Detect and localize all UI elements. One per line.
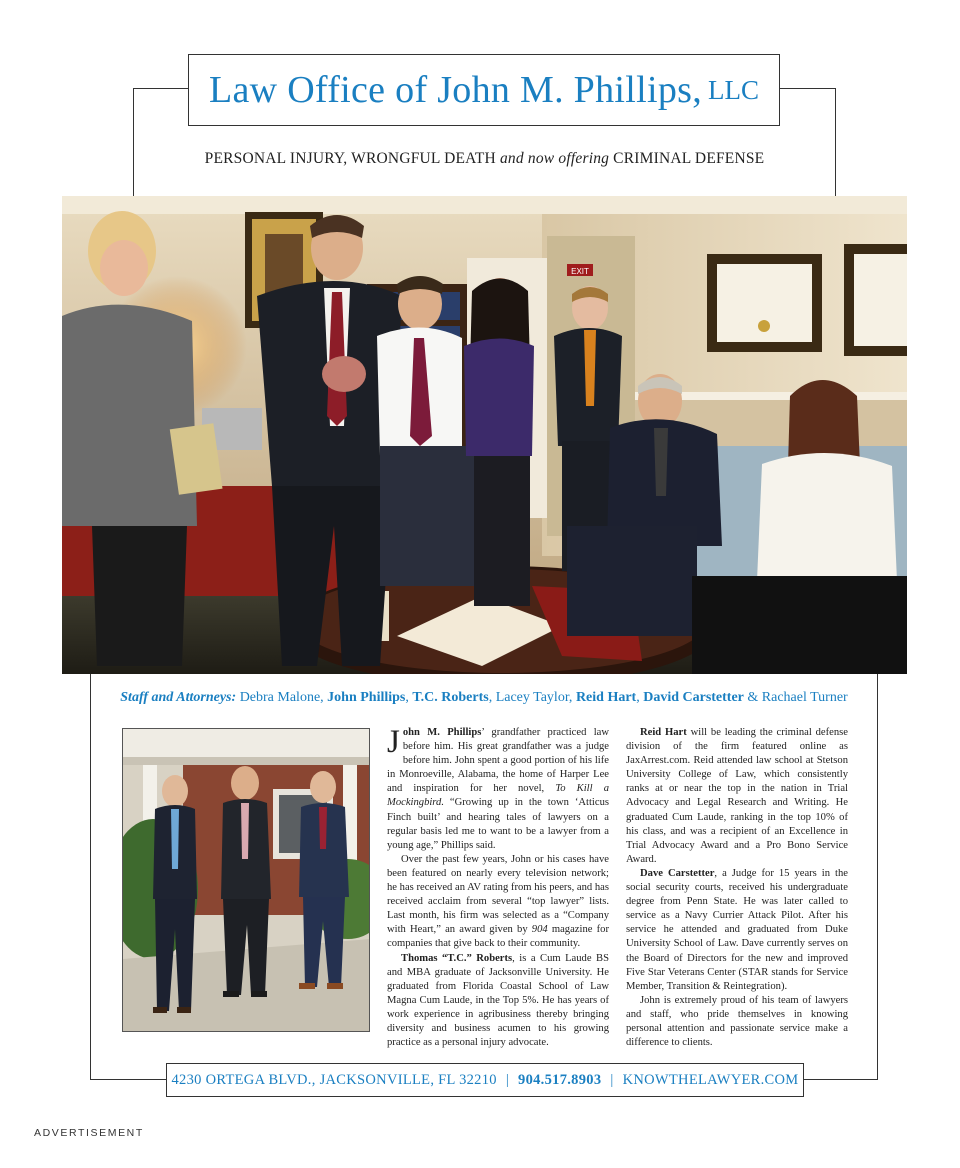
contact-separator: | <box>610 1071 614 1088</box>
article-book-title: To Kill a Mockingbird. <box>387 783 609 809</box>
website-link[interactable]: KNOWTHELAWYER.COM <box>622 1071 799 1088</box>
caption-name-debra: Debra Malone, <box>239 690 328 705</box>
caption-sep: , <box>636 690 644 705</box>
article-paragraph <box>387 952 609 1051</box>
staff-group-photo <box>62 196 907 674</box>
article-text: ’ grandfather practiced law before him. His great grandfather was a judge before him. John spent a good portion of his life in Monroeville, Alabama, the home of Harper Lee and inspiration for her novel, <box>387 727 609 795</box>
article-paragraph <box>626 867 848 994</box>
article-paragraph <box>387 853 609 952</box>
caption-name-david: David Carstetter <box>643 690 744 705</box>
drop-cap: J <box>387 724 400 760</box>
tagline-part-2: CRIMINAL DEFENSE <box>609 150 765 167</box>
article-paragraph <box>387 726 609 853</box>
advertisement-label: ADVERTISEMENT <box>34 1127 144 1139</box>
caption-lead: Staff and Attorneys <box>120 690 232 705</box>
article-name-john: ohn M. Phillips <box>402 727 482 738</box>
article-text: magazine for companies that give back to their community. <box>387 924 609 950</box>
caption-colon: : <box>231 690 240 705</box>
article-text: John is extremely proud of his team of lawyers and staff, who pride themselves in knowing personal attention and passionate service make a difference to clients. <box>626 994 848 1049</box>
article-name-reid: Reid Hart <box>640 727 687 738</box>
article-name-dave: Dave Carstetter <box>640 867 715 879</box>
caption-sep: , <box>405 690 413 705</box>
practice-tagline <box>134 150 835 168</box>
article-magazine-name: 904 <box>531 924 548 936</box>
article-text: will be leading the criminal defense division of the firm featured online as JaxArrest.com. Reid attended law school at Stetson University College of Law, which consistently ranks at or near the top in the nation in Trial Advocacy and Legal Research and Writing. He graduated Cum Laude, ranking in the top 10% of his class, and was a recipient of an Excellence in Trial Advocacy Award and a Pro Bono Service Award. <box>626 727 848 865</box>
article-column-1 <box>387 726 609 1050</box>
article-paragraph <box>626 994 848 1050</box>
caption-name-tc: T.C. Roberts <box>412 690 489 705</box>
firm-title-suffix: LLC <box>708 74 760 105</box>
phone-number[interactable]: 904.517.8903 <box>518 1071 602 1088</box>
tagline-part-1: PERSONAL INJURY, WRONGFUL DEATH <box>204 150 500 167</box>
caption-name-rachael: & Rachael Turner <box>743 690 848 705</box>
contact-bar <box>166 1063 804 1097</box>
attorneys-photo <box>122 728 370 1032</box>
caption-name-reid: Reid Hart <box>575 690 637 705</box>
article-text: , is a Cum Laude BS and MBA graduate of Jacksonville University. He graduated from Florida Coastal School of Law Magna Cum Laude, in the Top 5%. He has years of work experience in agribusiness thereby bringing diversity and business acumen to his growing practice as a personal injury advocate. <box>387 952 609 1049</box>
tagline-italic: and now offering <box>499 150 610 167</box>
article-text: Over the past few years, John or his cases have been featured on nearly every television network; he has received an AV rating from his peers, and has received acclaim from several “top lawyer” lists. Last month, his firm was selected as a “Company with Heart,” an award given by <box>387 853 609 936</box>
exit-sign: EXIT <box>571 267 589 276</box>
caption-name-lacey: , Lacey Taylor, <box>488 690 576 705</box>
caption-name-john: John Phillips <box>327 690 406 705</box>
contact-separator: | <box>505 1071 510 1088</box>
article-name-tc: Thomas “T.C.” Roberts <box>401 952 513 964</box>
article-paragraph <box>626 726 848 867</box>
article-column-2 <box>626 726 848 1050</box>
staff-caption <box>90 690 878 706</box>
article-text: , a Judge for 15 years in the social security courts, received his undergraduate degree from Penn State. He was later called to service as a Navy Currier Attack Pilot. After his service he attended and graduated from Duke University School of Law. Dave currently serves on the Board of Directors for the new and improved Five Star Veterans Center (STAR stands for Service Member, Transition & Reintegration). <box>626 867 848 992</box>
firm-title: Law Office of John M. Phillips, <box>208 69 703 111</box>
office-address: 4230 ORTEGA BLVD., JACKSONVILLE, FL 32210 <box>171 1071 497 1088</box>
article-text: “Growing up in the town ‘Atticus Finch built’ and hearing tales of lawyers on a regular basis led me to want to be a lawyer from a young age,” Phillips said. <box>387 797 609 851</box>
title-box <box>188 54 780 126</box>
